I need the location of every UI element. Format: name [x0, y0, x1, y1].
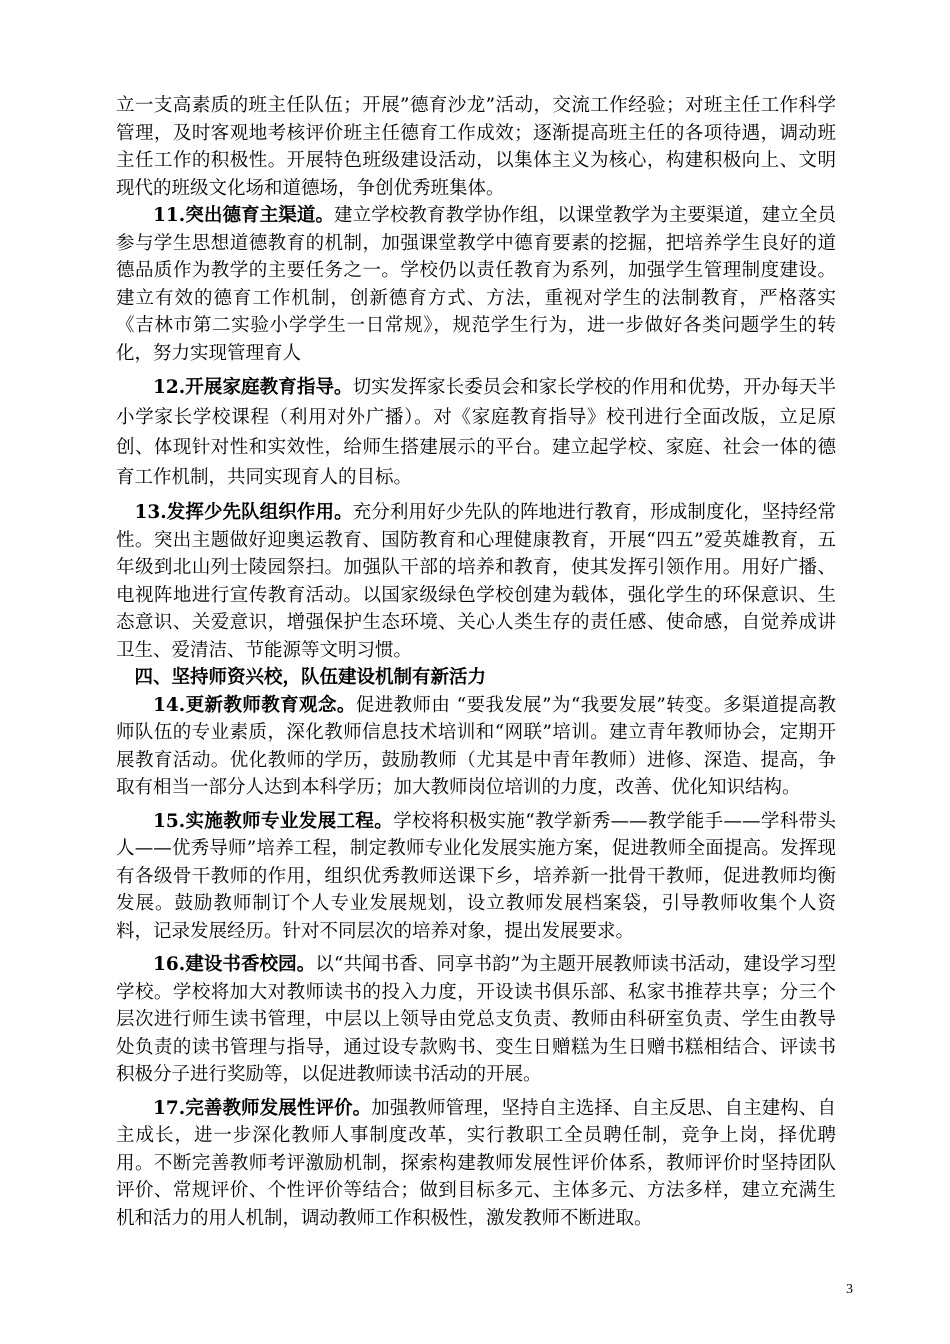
section-heading: [116, 664, 836, 692]
paragraph-11: [116, 202, 836, 367]
paragraph-15: [116, 808, 836, 946]
paragraph-text: 立一支高素质的班主任队伍；开展”德育沙龙”活动，交流工作经验；对班主任工作科学管理，及时客观地考核评价班主任德育工作成效；逐渐提高班主任的各项待遇，调动班主任工作的积极性。开展特色班级建设活动，以集体主义为核心，构建积极向上、文明现代的班级文化场和道德场，争创优秀班集体。: [116, 95, 836, 199]
paragraph-heading: 14.更新教师教育观念。: [153, 694, 356, 716]
paragraph-16: [116, 951, 836, 1089]
paragraph-text: 以“共闻书香、同享书韵”为主题开展教师读书活动，建设学习型学校。学校将加大对教师读书的投入力度，开设读书俱乐部、私家书推荐共享；分三个层次进行师生读书管理，中层以上领导由党总支负责、教师由科研室负责、学生由教导处负责的读书管理与指导，通过设专款购书、变生日赠糕为生日赠书糕相结合、评读书积极分子进行奖励等，以促进教师读书活动的开展。: [116, 954, 837, 1085]
paragraph-13: [116, 499, 836, 664]
paragraph-heading: 16.建设书香校园。: [153, 954, 316, 975]
paragraph-heading: 13.发挥少先队组织作用。: [134, 502, 353, 523]
paragraph-0: [116, 92, 836, 202]
paragraph-heading: 12.开展家庭教育指导。: [153, 377, 353, 398]
page-number: 3: [846, 1282, 853, 1297]
paragraph-heading: 11.突出德育主渠道。: [153, 205, 335, 226]
document-body: [116, 92, 836, 1232]
paragraph-text: 切实发挥家长委员会和家长学校的作用和优势，开办每天半小学家长学校课程（利用对外广播）。对《家庭教育指导》校刊进行全面改版，立足原创、体现针对性和实效性，给师生搭建展示的平台。建立起学校、家庭、社会一体的德育工作机制，共同实现育人的目标。: [116, 377, 836, 488]
section-heading-text: 四、坚持师资兴校，队伍建设机制有新活力: [134, 667, 487, 688]
paragraph-text: 建立学校教育教学协作组，以课堂教学为主要渠道，建立全员参与学生思想道德教育的机制，加强课堂教学中德育要素的挖掘，把培养学生良好的道德品质作为教学的主要任务之一。学校仍以责任教育为系列，加强学生管理制度建设。建立有效的德育工作机制，创新德育方式、方法，重视对学生的法制教育，严格落实《吉林市第二实验小学学生一日常规》，规范学生行为，进一步做好各类问题学生的转化，努力实现管理育人: [116, 205, 836, 364]
paragraph-text: 加强教师管理，坚持自主选择、自主反思、自主建构、自主成长，进一步深化教师人事制度改革，实行教职工全员聘任制，竞争上岗，择优聘用。不断完善教师考评激励机制，探索构建教师发展性评价体系，教师评价时坚持团队评价、常规评价、个性评价等结合；做到目标多元、主体多元、方法多样，建立充满生机和活力的用人机制，调动教师工作积极性，激发教师不断进取。: [116, 1097, 836, 1229]
paragraph-text: 学校将积极实施“教学新秀——教学能手——学科带头人——优秀导师”培养工程，制定教师专业化发展实施方案，促进教师全面提高。发挥现有各级骨干教师的作用，组织优秀教师送课下乡，培养新一批骨干教师，促进教师均衡发展。鼓励教师制订个人专业发展规划，设立教师发展档案袋，引导教师收集个人资料，记录发展经历。针对不同层次的培养对象，提出发展要求。: [116, 810, 837, 942]
paragraph-heading: 15.实施教师专业发展工程。: [153, 810, 394, 832]
paragraph-17: [116, 1095, 836, 1233]
paragraph-14: [116, 692, 836, 802]
paragraph-text: 促进教师由 “要我发展”为“我要发展”转变。多渠道提高教师队伍的专业素质，深化教师信息技术培训和“网联”培训。建立青年教师协会，定期开展教育活动。优化教师的学历，鼓励教师（尤其是中青年教师）进修、深造、提高，争取有相当一部分人达到本科学历；加大教师岗位培训的力度，改善、优化知识结构。: [116, 694, 836, 798]
paragraph-text: 充分利用好少先队的阵地进行教育，形成制度化，坚持经常性。突出主题做好迎奥运教育、国防教育和心理健康教育，开展“四五”爱英雄教育，五年级到北山列士陵园祭扫。加强队干部的培养和教育，使其发挥引领作用。用好广播、电视阵地进行宣传教育活动。以国家级绿色学校创建为载体，强化学生的环保意识、生态意识、关爱意识，增强保护生态环境、关心人类生存的责任感、使命感，自觉养成讲卫生、爱清洁、节能源等文明习惯。: [116, 502, 836, 661]
paragraph-12: [116, 373, 836, 493]
paragraph-heading: 17.完善教师发展性评价。: [153, 1097, 372, 1119]
